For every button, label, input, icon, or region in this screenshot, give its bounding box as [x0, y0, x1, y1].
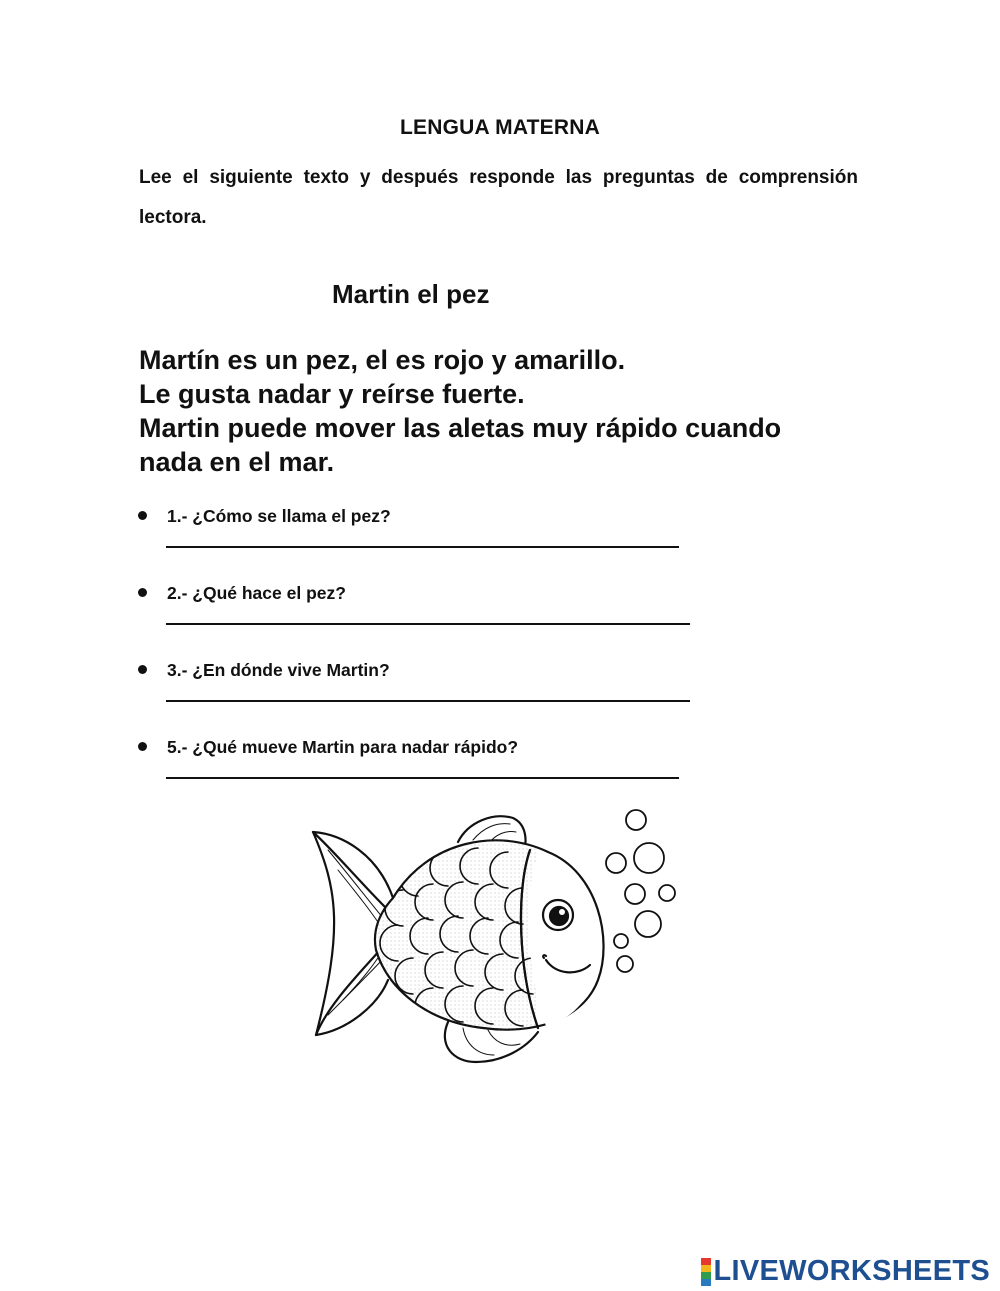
story-line: nada en el mar.: [139, 447, 335, 477]
answer-line-3[interactable]: [166, 700, 690, 702]
fish-coloring-icon: [298, 800, 688, 1080]
story-text: [139, 343, 899, 479]
story-line: Le gusta nadar y reírse fuerte.: [139, 379, 525, 409]
bullet-icon: [138, 588, 147, 597]
bullet-icon: [138, 742, 147, 751]
answer-line-4[interactable]: [166, 777, 679, 779]
story-title: Martin el pez: [332, 279, 490, 309]
bullet-icon: [138, 511, 147, 520]
brand-blocks-icon: [701, 1258, 711, 1286]
story-line: Martín es un pez, el es rojo y amarillo.: [139, 345, 626, 375]
question-text: 2.- ¿Qué hace el pez?: [167, 583, 346, 603]
story-line: Martin puede mover las aletas muy rápido cuando: [139, 413, 782, 443]
question-text: 3.- ¿En dónde vive Martin?: [167, 660, 390, 680]
instructions-text: Lee el siguiente texto y después responde las preguntas de comprensión lectora.: [139, 167, 858, 228]
bullet-icon: [138, 665, 147, 674]
question-item: [138, 583, 346, 604]
liveworksheets-logo: [701, 1255, 991, 1288]
brand-text: LIVEWORKSHEETS: [713, 1255, 990, 1287]
answer-line-1[interactable]: [166, 546, 679, 548]
question-text: 5.- ¿Qué mueve Martin para nadar rápido?: [167, 737, 519, 757]
page-title: LENGUA MATERNA: [400, 116, 600, 139]
question-item: [138, 660, 390, 681]
question-item: [138, 506, 391, 527]
question-item: [138, 737, 518, 758]
answer-line-2[interactable]: [166, 623, 690, 625]
question-text: 1.- ¿Cómo se llama el pez?: [167, 506, 391, 526]
